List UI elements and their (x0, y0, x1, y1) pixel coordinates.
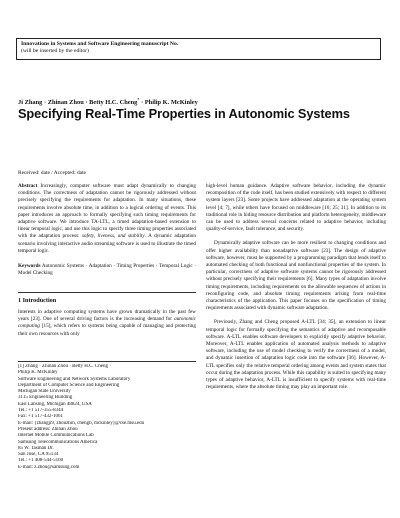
abstract-text-end: . A dynamic adaptation scenario involving interactive audio streaming software is used to illustrate the timed temporal logic. (18, 233, 196, 254)
right-column (206, 183, 386, 391)
author-affiliation: [1] Zhang · Zhinan Zhou · Betty H.C. Cheng · Philip K. McKinley Software Engineering and Network Systems Laboratory Department of Computer Science and Engineering Michigan State University 3115 Engineering Building East Lansing, Michigan 48824, USA Tel.: +1 517-355-8344 Fax: +1 517-432-1061 E-mail: {zhangji9, zhouzhin, chengb, mckinley}@cse.msu.edu Present address: Zhinan Zhou Internet Mobile Communications Lab Samsung Telecommunications America 85 W. Tasman Dr. San Jose, CA 95134 Tel.: +1 408-544-5160 E-mail: z.zhou@samsung.com (18, 361, 196, 471)
journal-info-box (16, 38, 381, 60)
journal-title: Innovations in Systems and Software Engineering manuscript No. (21, 41, 179, 47)
body-paragraph: high-level human guidance. Adaptive software behavior, including the dynamic recomposition of the code itself, has been studied extensively with respect to different system layers [23]. Some projects have addressed adaptation at the operating system level [4; 7], while others have focused on middleware [16; 25; 31]. In addition to its traditional role in hiding resource distribution and platform heterogeneity, middleware can be used to address several concerns related to adaptive behavior, including quality-of-service, fault tolerance, and security. (206, 183, 386, 233)
intro-text: Interests in adaptive computing systems have grown dramatically in the past few years [23]. One of several driving factors is the increasing demand for autonomic computing [15], which refers to systems being capable of managing and protecting their own resources with only (18, 309, 196, 337)
journal-note: (will be inserted by the editor) (21, 48, 89, 54)
author-name: Betty H.C. Cheng (89, 99, 138, 107)
paper-title: Specifying Real-Time Properties in Autonomic Systems (18, 106, 350, 121)
abstract-text: Increasingly, computer software must adapt dynamically to changing conditions. The correctness of adaptation cannot be rigorously addressed without precisely specifying the requirements for adaptation. In many situations, these requirements involve absolute time, in addition to a logical ordering of events. This paper introduces an approach to formally specifying such timing requirements for adaptive software. We introduce TA-LTL, a timed adaptation-based extension to linear temporal logic, and use this logic to specify three timing properties associated with the adaptation process: (18, 183, 196, 240)
abstract-block (18, 183, 196, 277)
abstract-emphasis: safety, liveness, and stability (81, 233, 145, 240)
section-heading: 1 Introduction (18, 297, 57, 304)
author-name: Ji Zhang (18, 99, 43, 107)
received-date: Received: date / Accepted: date (18, 170, 86, 176)
author-name: Zhinan Zhou (47, 99, 84, 107)
body-paragraph: Dynamically adaptive software can be more resilient to changing conditions and offer higher availability than nonadaptive software [23]. The design of adaptive software, however, must be supported by a programming paradigm that lends itself to automated checking of both functional and nonfunctional properties of the system. In particular, correctness of adaptive software systems cannot be rigorously addressed without precisely specifying their requirements [6]. Many types of adaptation involve timing requirements, including requirements on the allowable sequences of actions in reconfiguring code, and absolute timing requirements arising from real-time characteristics of the application. This paper focuses on the specification of timing requirements associated with dynamic software adaptation. (206, 240, 386, 312)
author-list: Ji Zhang · Zhinan Zhou · Betty H.C. Cheng* · Philip K. McKinley (18, 97, 198, 107)
keywords-label: Keywords (18, 263, 41, 270)
keywords-text: Autonomic Systems · Adaptation · Timing Properties · Temporal Logic · Model Checking (18, 263, 196, 277)
author-name: Philip K. McKinley (144, 99, 198, 107)
abstract-label: Abstract (18, 183, 38, 189)
section-divider (18, 292, 196, 293)
body-paragraph: Previously, Zhang and Cheng proposed A-LTL [34; 35], an extension to linear temporal logic for formally specifying the semantics of adaptive and recomposable software. A-LTL enables software developers to explicitly specify adaptive behavior. Moreover, A-LTL enables application of automated analysis methods to adaptive software, including the use of model checking to verify the correctness of a model, and dynamic insertion of adaptation logic code into the software [36]. However, A-LTL specifies only the relative temporal ordering among events and system states that occur during the adaptation process. While this capability is suited to specifying many types of adaptive behavior, A-LTL is insufficient to specify systems with real-time requirements, where the absolute timing may play an important role. (206, 319, 386, 391)
